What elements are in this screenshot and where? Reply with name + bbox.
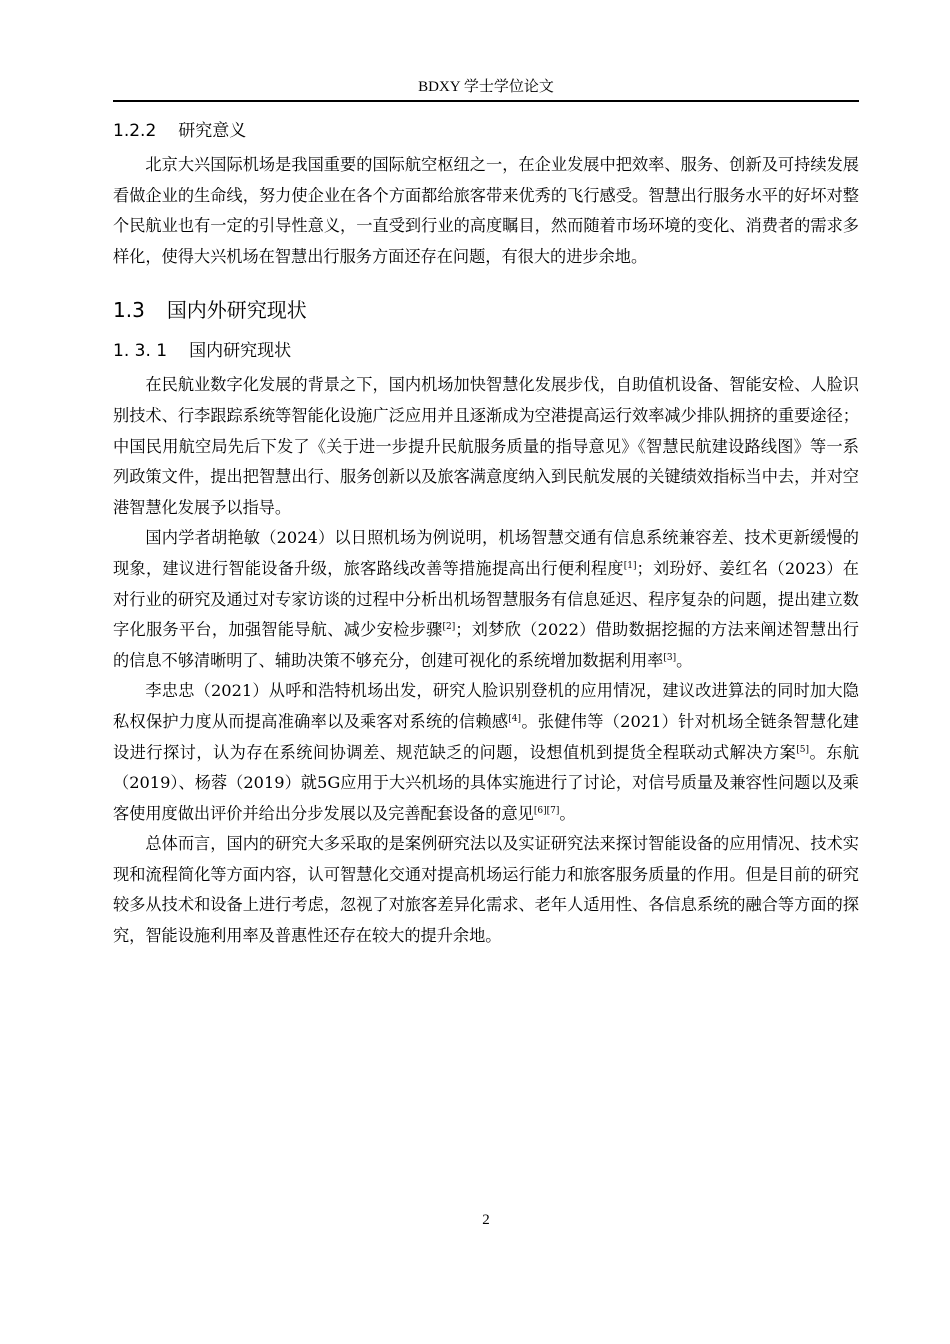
- running-header: BDXY 学士学位论文: [418, 79, 554, 95]
- citation-ref: [2]: [442, 622, 456, 633]
- citation-ref: [3]: [663, 652, 677, 663]
- section-number: 1.2.2: [113, 121, 157, 141]
- text-run: 。: [559, 803, 576, 823]
- citation-ref: [5]: [796, 744, 810, 755]
- text-run: ；刘玢妤、姜红名（2023）在对行业的研究及通过对专家访谈的过程中分析出机场智慧服务有信息延迟、程序复杂的问题，提出建立数字化服务平台，加强智能导航、减少安检步骤: [113, 558, 859, 640]
- text-run: ；刘梦欣（2022）借助数据挖掘的方法来阐述智慧出行的信息不够清晰明了、辅助决策不够充分，创建可视化的系统增加数据利用率: [113, 620, 859, 670]
- text-run: 。张健伟等（2021）针对机场全链条智慧化建设进行探讨，认为存在系统间协调差、规范缺乏的问题，设想值机到提货全程联动式解决方案: [113, 711, 859, 762]
- paragraph-significance: 北京大兴国际机场是我国重要的国际航空枢纽之一，在企业发展中把效率、服务、创新及可持续发展看做企业的生命线，努力使企业在各个方面都给旅客带来优秀的飞行感受。智慧出行服务水平的好坏对整个民航业也有一定的引导性意义，一直受到行业的高度瞩目，然而随着市场环境的变化、消费者的需求多样化，使得大兴机场在智慧出行服务方面还存在问题，有很大的进步余地。: [113, 155, 859, 266]
- text-run: 李忠忠（2021）从呼和浩特机场出发，研究人脸识别登机的应用情况，建议改进算法的同时加大隐私权保护力度从而提高准确率以及乘客对系统的信赖感: [113, 681, 859, 731]
- section-heading-1-3: [113, 292, 859, 328]
- paragraph-domestic-4: 总体而言，国内的研究大多采取的是案例研究法以及实证研究法来探讨智能设备的应用情况、技术实现和流程简化等方面内容，认可智慧化交通对提高机场运行能力和旅客服务质量的作用。但是目前的研究较多从技术和设备上进行考虑，忽视了对旅客差异化需求、老年人适用性、各信息系统的融合等方面的探究，智能设施利用率及普惠性还存在较大的提升余地。: [113, 834, 859, 946]
- text-run: 国内学者胡艳敏（2024）以日照机场为例说明，机场智慧交通有信息系统兼容差、技术更新缓慢的现象，建议进行智能设备升级，旅客路线改善等措施提高出行便利程度: [113, 528, 859, 578]
- citation-ref: [1]: [623, 560, 637, 571]
- section-title: 国内外研究现状: [166, 298, 307, 323]
- text-run: 。东航（2019）、杨蓉（2019）就5G应用于大兴机场的具体实施进行了讨论，对信号质量及兼容性问题以及乘客使用度做出评价并给出分步发展以及完善配套设备的意见: [113, 742, 860, 823]
- section-heading-1-2-2: [113, 114, 859, 148]
- section-heading-1-3-1: [113, 334, 859, 368]
- paragraph-domestic-3: [113, 676, 859, 829]
- section-title: 研究意义: [178, 121, 247, 141]
- page-number: 2: [482, 1212, 490, 1228]
- page-content: [113, 114, 859, 952]
- paragraph-domestic-1: 在民航业数字化发展的背景之下，国内机场加快智慧化发展步伐，自助值机设备、智能安检、人脸识别技术、行李跟踪系统等智能化设施广泛应用并且逐渐成为空港提高运行效率减少排队拥挤的重要途径；中国民用航空局先后下发了《关于进一步提升民航服务质量的指导意见》《智慧民航建设路线图》等一系列政策文件，提出把智慧出行、服务创新以及旅客满意度纳入到民航发展的关键绩效指标当中去，并对空港智慧化发展予以指导。: [113, 375, 859, 517]
- citation-ref: [6][7]: [533, 805, 560, 816]
- paragraph-domestic-2: [113, 523, 859, 676]
- citation-ref: [4]: [508, 713, 522, 724]
- section-number: 1.3: [113, 298, 145, 323]
- header-rule: [113, 100, 859, 102]
- text-run: 。: [676, 650, 693, 670]
- section-title: 国内研究现状: [189, 341, 292, 362]
- section-number: 1. 3. 1: [113, 341, 168, 362]
